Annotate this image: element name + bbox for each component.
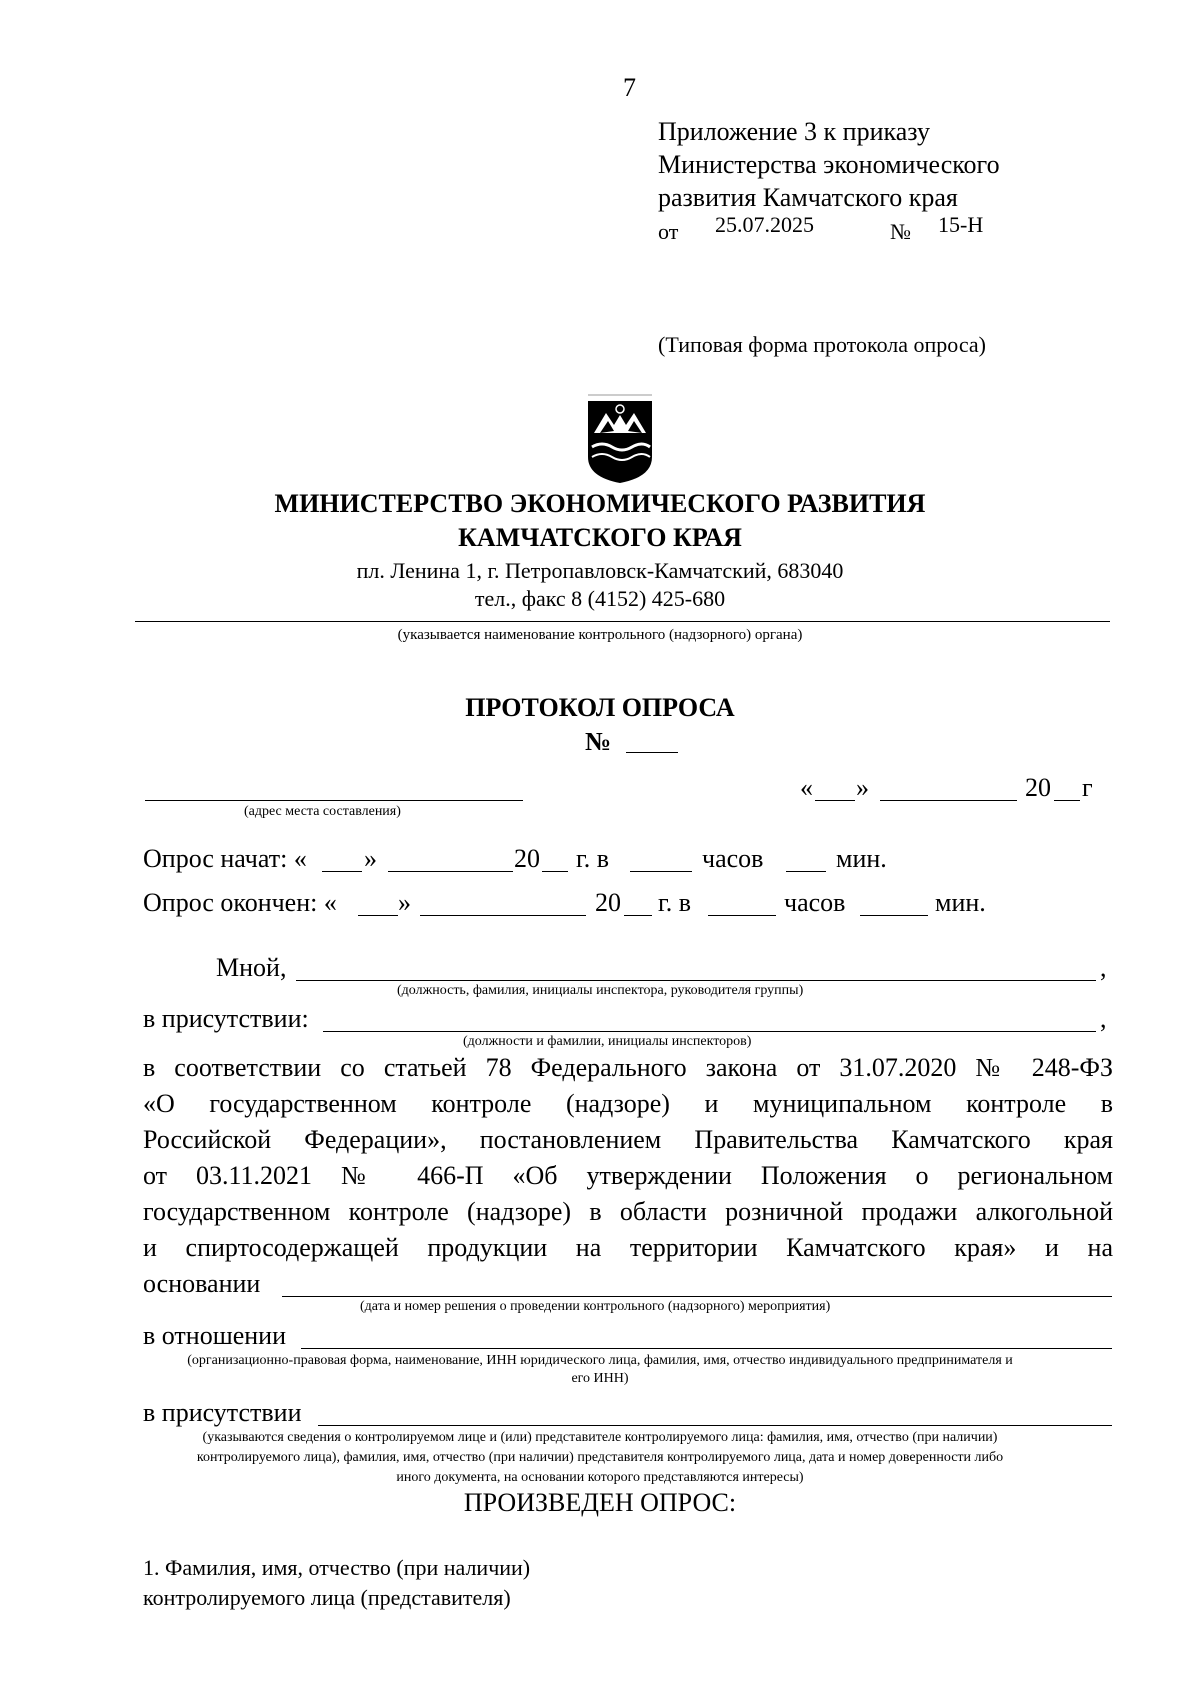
presence2-label: в присутствии: [143, 1398, 302, 1427]
start-year-field[interactable]: [542, 871, 568, 872]
by-me-caption: (должность, фамилия, инициалы инспектора, руководителя группы): [397, 983, 804, 998]
start-quote-close: »: [364, 844, 377, 873]
presence1-caption: (должности и фамилии, инициалы инспекторов): [463, 1034, 752, 1049]
place-field[interactable]: [145, 800, 523, 801]
protocol-title: ПРОТОКОЛ ОПРОСА: [465, 693, 735, 722]
legal-basis-line: «О государственном контроле (надзоре) и муниципальном контроле в: [143, 1089, 1113, 1118]
presence2-caption-line-1: (указываются сведения о контролируемом лице и (или) представителе контролируемого лица: фамилия, имя, отчество (при наличии): [202, 1430, 998, 1445]
appendix-line-1: Приложение 3 к приказу: [658, 117, 931, 146]
start-hours-field[interactable]: [630, 871, 692, 872]
date-quote-close: »: [856, 773, 869, 802]
legal-basis-line: Российской Федерации», постановлением Правительства Камчатского края: [143, 1125, 1113, 1154]
by-me-label: Мной,: [216, 953, 287, 982]
appendix-line-3: развития Камчатского края: [658, 183, 958, 212]
presence1-label: в присутствии:: [143, 1004, 309, 1033]
presence2-field[interactable]: [318, 1425, 1112, 1426]
regarding-caption-line-2: его ИНН): [571, 1371, 629, 1386]
basis-label: основании: [143, 1269, 261, 1298]
appendix-number-prefix: №: [890, 219, 911, 244]
legal-basis-line: от 03.11.2021 № 466-П «Об утверждении Положения о региональном: [143, 1161, 1113, 1190]
protocol-number-sign: №: [585, 727, 612, 756]
by-me-comma: ,: [1100, 953, 1107, 982]
ministry-name-line-2: КАМЧАТСКОГО КРАЯ: [458, 523, 742, 552]
end-year-field[interactable]: [624, 915, 652, 916]
end-g-v: г. в: [658, 888, 692, 917]
survey-heading: ПРОИЗВЕДЕН ОПРОС:: [463, 1488, 737, 1517]
date-month-field[interactable]: [880, 800, 1017, 801]
regarding-caption-line-1: (организационно-правовая форма, наименование, ИНН юридического лица, фамилия, имя, отчество индивидуального предпринимателя и: [187, 1353, 1013, 1368]
start-label: Опрос начат: «: [143, 844, 307, 873]
end-minutes-label: мин.: [935, 888, 986, 917]
ministry-phone: тел., факс 8 (4152) 425-680: [474, 586, 726, 611]
presence2-caption-line-3: иного документа, на основании которого представляются интересы): [396, 1470, 804, 1485]
page-number: 7: [623, 73, 636, 102]
legal-basis-line: и спиртосодержащей продукции на территории Камчатского края» и на: [143, 1233, 1113, 1262]
end-day-field[interactable]: [358, 915, 398, 916]
appendix-number: 15-Н: [938, 212, 984, 237]
start-minutes-field[interactable]: [786, 871, 826, 872]
start-g-v: г. в: [576, 844, 610, 873]
start-minutes-label: мин.: [836, 844, 887, 873]
date-year-field[interactable]: [1054, 800, 1080, 801]
date-quote-open: «: [800, 773, 813, 802]
presence2-caption-line-2: контролируемого лица), фамилия, имя, отчество (при наличии) представителя контролируемого лица, дата и номер доверенности либо: [196, 1450, 1004, 1465]
date-day-field[interactable]: [815, 800, 855, 801]
ministry-divider: [135, 621, 1110, 622]
date-year-suffix: г: [1082, 773, 1093, 802]
start-hours-label: часов: [702, 844, 764, 873]
end-month-field[interactable]: [420, 915, 586, 916]
legal-basis-line: в соответствии со статьей 78 Федерального закона от 31.07.2020 № 248-ФЗ: [143, 1053, 1113, 1082]
end-year-prefix: 20: [595, 888, 621, 917]
end-hours-field[interactable]: [708, 915, 776, 916]
end-label: Опрос окончен: «: [143, 888, 337, 917]
date-year-prefix: 20: [1025, 773, 1051, 802]
appendix-line-2: Министерства экономического: [658, 150, 1000, 179]
start-year-prefix: 20: [514, 844, 540, 873]
presence1-field[interactable]: [323, 1031, 1096, 1032]
by-me-field[interactable]: [296, 980, 1096, 981]
ministry-caption: (указывается наименование контрольного (надзорного) органа): [397, 627, 803, 643]
appendix-date: 25.07.2025: [715, 212, 814, 237]
start-month-field[interactable]: [388, 871, 513, 872]
place-caption: (адрес места составления): [244, 804, 401, 819]
basis-field[interactable]: [282, 1296, 1112, 1297]
appendix-date-prefix: от: [658, 219, 679, 244]
protocol-number-field[interactable]: [626, 752, 678, 753]
basis-caption: (дата и номер решения о проведении контрольного (надзорного) мероприятия): [360, 1299, 831, 1314]
ministry-name-line-1: МИНИСТЕРСТВО ЭКОНОМИЧЕСКОГО РАЗВИТИЯ: [274, 489, 926, 518]
regarding-field[interactable]: [301, 1348, 1112, 1349]
legal-basis-line: государственном контроле (надзоре) в области розничной продажи алкогольной: [143, 1197, 1113, 1226]
presence1-comma: ,: [1100, 1004, 1107, 1033]
end-minutes-field[interactable]: [860, 915, 928, 916]
form-type-label: (Типовая форма протокола опроса): [658, 332, 986, 357]
item1-line-1: 1. Фамилия, имя, отчество (при наличии): [143, 1555, 531, 1580]
start-day-field[interactable]: [322, 871, 362, 872]
item1-line-2: контролируемого лица (представителя): [143, 1585, 511, 1610]
ministry-address: пл. Ленина 1, г. Петропавловск-Камчатский, 683040: [356, 558, 844, 583]
regarding-label: в отношении: [143, 1321, 287, 1350]
end-hours-label: часов: [784, 888, 846, 917]
kamchatka-coat-of-arms-icon: [584, 393, 656, 485]
end-quote-close: »: [398, 888, 411, 917]
